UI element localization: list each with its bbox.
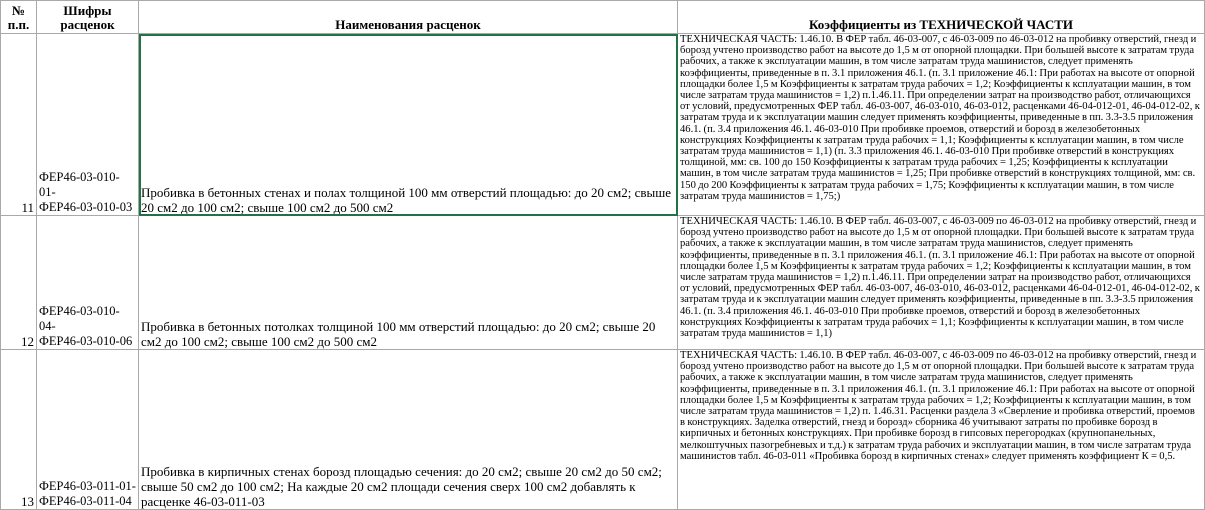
rate-code-cell[interactable]: ФЕР46-03-010-04- ФЕР46-03-010-06 xyxy=(37,216,139,350)
header-name[interactable]: Наименования расценок xyxy=(139,1,678,34)
header-row xyxy=(1,1,1205,34)
rate-name-cell[interactable]: Пробивка в кирпичных стенах борозд площадью сечения: до 20 см2; свыше 20 см2 до 50 см2; свыше 50 см2 до 100 см2; На каждые 20 см2 площади сечения сверх 100 см2 добавлять к расценке 46-03-011-03 xyxy=(139,350,678,510)
rate-code-cell[interactable]: ФЕР46-03-010-01- ФЕР46-03-010-03 xyxy=(37,34,139,216)
row-number[interactable]: 12 xyxy=(1,216,37,350)
rate-name-cell[interactable]: Пробивка в бетонных потолках толщиной 100 мм отверстий площадью: до 20 см2; свыше 20 см2 до 100 см2; свыше 100 см2 до 500 см2 xyxy=(139,216,678,350)
table-row xyxy=(1,216,1205,350)
table-row xyxy=(1,350,1205,510)
coefficients-cell[interactable]: ТЕХНИЧЕСКАЯ ЧАСТЬ: 1.46.10. В ФЕР табл. 46-03-007, с 46-03-009 по 46-03-012 на пробивку отверстий, гнезд и борозд учтено производство работ на высоте до 1,5 м от опорной площадки. При большей высоте к затратам труда рабочих, а также к эксплуатации машин, в том числе затратам труда машинистов, следует применять коэффициенты, приведенные в п. 3.1 приложения 46.1. (п. 3.1 приложение 46.1: При работах на высоте от опорной площадки более 1,5 м Коэффициенты к затратам труда рабочих = 1,2; Коэффициенты к ксплуатации машин, в том числе затратам труда машинистов = 1,2) п.1.46.11. При определении затрат на производство работ, отличающихся от условий, предусмотренных ФЕР табл. 46-03-007, 46-03-010, 46-03-012, расценками 46-04-012-01, 46-04-012-02, к затратам труда и к эксплуатации машин следует применять коэффициенты, приведенные в пп. 3.3-3.5 приложения 46.1. (п. 3.4 приложения 46.1. 46-03-010 При пробивке проемов, отверстий и борозд в железобетонных конструкциях Коэффициенты к затратам труда рабочих = 1,1; Коэффициенты к ксплуатации машин, в том числе затратам труда машинистов = 1,1) (п. 3.3 приложения 46.1. 46-03-010 При пробивке отверстий в конструкциях толщиной, мм: св. 100 до 150 Коэффициенты к затратам труда рабочих = 1,25; Коэффициенты к ксплуатации машин, в том числе затратам труда машинистов = 1,25; При пробивке отверстий в конструкциях толщиной, мм: св. 150 до 200 Коэффициенты к затратам труда рабочих = 1,75; Коэффициенты к ксплуатации машин, в том числе затратам труда машинистов = 1,75;) xyxy=(678,34,1205,216)
header-code[interactable]: Шифры расценок xyxy=(37,1,139,34)
row-number[interactable]: 13 xyxy=(1,350,37,510)
table-row xyxy=(1,34,1205,216)
rate-code-cell[interactable]: ФЕР46-03-011-01- ФЕР46-03-011-04 xyxy=(37,350,139,510)
header-num[interactable]: № п.п. xyxy=(1,1,37,34)
row-number[interactable]: 11 xyxy=(1,34,37,216)
rate-name-cell[interactable]: Пробивка в бетонных стенах и полах толщиной 100 мм отверстий площадью: до 20 см2; свыше 20 см2 до 100 см2; свыше 100 см2 до 500 см2 xyxy=(139,34,678,216)
coefficients-cell[interactable]: ТЕХНИЧЕСКАЯ ЧАСТЬ: 1.46.10. В ФЕР табл. 46-03-007, с 46-03-009 по 46-03-012 на пробивку отверстий, гнезд и борозд учтено производство работ на высоте до 1,5 м от опорной площадки. При большей высоте к затратам труда рабочих, а также к эксплуатации машин, в том числе затратам труда машинистов, следует применять коэффициенты, приведенные в п. 3.1 приложения 46.1. (п. 3.1 приложение 46.1: При работах на высоте от опорной площадки более 1,5 м Коэффициенты к затратам труда рабочих = 1,2; Коэффициенты к ксплуатации машин, в том числе затратам труда машинистов = 1,2) п. 1.46.31. Расценки раздела 3 «Сверление и пробивка отверстий, проемов в конструкциях. Заделка отверстий, гнезд и борозд» сборника 46 учитывают затраты по пробивке борозд в кирпичных и бетонных конструкциях. При пробивке борозд в гипсовых перегородках (крупнопанельных, мелкоштучных пазогребневых и т.д.) к затратам труда рабочих и эксплуатации машин, в том числе затратам труда машинистов табл. 46-03-011 «Пробивка борозд в кирпичных стенах» следует применять коэффициент К = 0,5. xyxy=(678,350,1205,510)
coefficients-cell[interactable]: ТЕХНИЧЕСКАЯ ЧАСТЬ: 1.46.10. В ФЕР табл. 46-03-007, с 46-03-009 по 46-03-012 на пробивку отверстий, гнезд и борозд учтено производство работ на высоте до 1,5 м от опорной площадки. При большей высоте к затратам труда рабочих, а также к эксплуатации машин, в том числе затратам труда машинистов, следует применять коэффициенты, приведенные в п. 3.1 приложения 46.1. (п. 3.1 приложение 46.1: При работах на высоте от опорной площадки более 1,5 м Коэффициенты к затратам труда рабочих = 1,2; Коэффициенты к ксплуатации машин, в том числе затратам труда машинистов = 1,2) п.1.46.11. При определении затрат на производство работ, отличающихся от условий, предусмотренных ФЕР табл. 46-03-007, 46-03-010, 46-03-012, расценками 46-04-012-01, 46-04-012-02, к затратам труда и к эксплуатации машин следует применять коэффициенты, приведенные в пп. 3.3-3.5 приложения 46.1. (п. 3.4 приложения 46.1. 46-03-010 При пробивке проемов, отверстий и борозд в железобетонных конструкциях Коэффициенты к затратам труда рабочих = 1,1; Коэффициенты к ксплуатации машин, в том числе затратам труда машинистов = 1,1) xyxy=(678,216,1205,350)
header-coef[interactable]: Коэффициенты из ТЕХНИЧЕСКОЙ ЧАСТИ xyxy=(678,1,1205,34)
